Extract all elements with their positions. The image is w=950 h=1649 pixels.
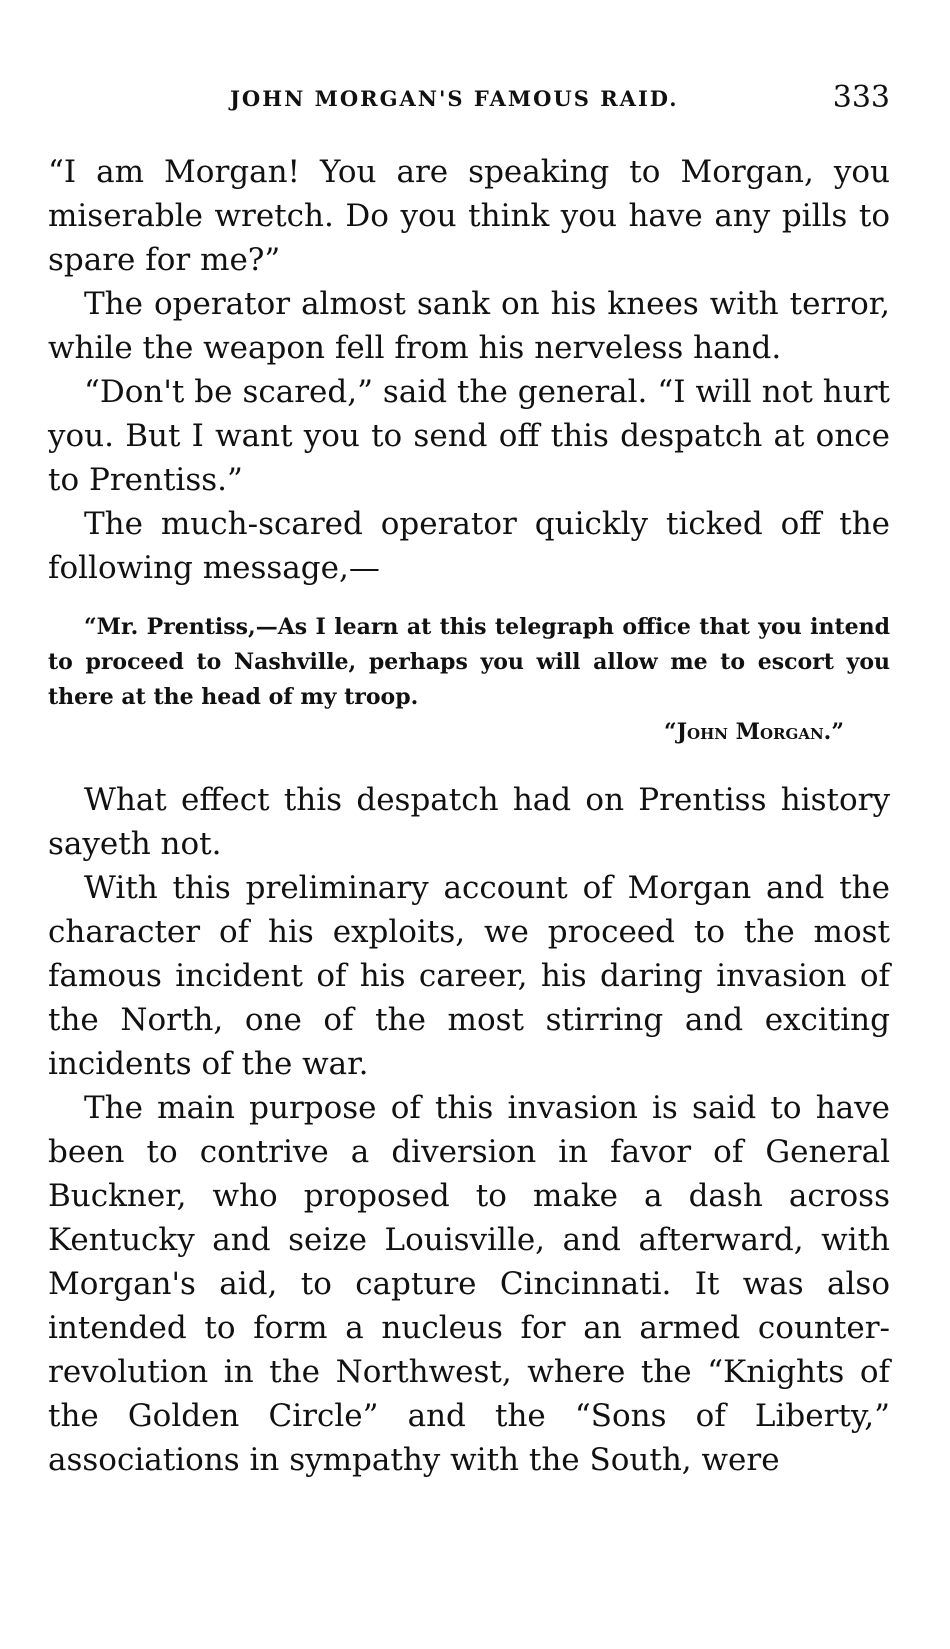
telegraph-message-text: “Mr. Prentiss,—As I learn at this telegraph office that you intend to proceed to Nashville, perhaps you will allow me to escort you there at the head of my troop. bbox=[48, 614, 890, 710]
telegraph-message bbox=[48, 610, 890, 750]
body-text bbox=[48, 150, 890, 1482]
paragraph-2: The operator almost sank on his knees with terror, while the weapon fell from his nerveless hand. bbox=[48, 286, 890, 366]
telegraph-signature: “John Morgan.” bbox=[663, 719, 844, 745]
paragraph-5: What effect this despatch had on Prentiss history sayeth not. bbox=[48, 782, 890, 862]
running-title: JOHN MORGAN'S FAMOUS RAID. bbox=[230, 86, 679, 111]
running-head bbox=[48, 80, 890, 120]
paragraph-6: With this preliminary account of Morgan and the character of his exploits, we proceed to the most famous incident of his career, his daring invasion of the North, one of the most stirring and exciting incidents of the war. bbox=[48, 870, 890, 1082]
page-number: 333 bbox=[832, 80, 890, 115]
paragraph-7: The main purpose of this invasion is said to have been to contrive a diversion in favor of General Buckner, who proposed to make a dash across Kentucky and seize Louisville, and afterward, with Morgan's aid, to capture Cincinnati. It was also intended to form a nucleus for an armed counter-revolution in the Northwest, where the “Knights of the Golden Circle” and the “Sons of Liberty,” associations in sympathy with the South, were bbox=[48, 1090, 890, 1478]
paragraph-3: “Don't be scared,” said the general. “I will not hurt you. But I want you to send off this despatch at once to Prentiss.” bbox=[48, 374, 890, 498]
paragraph-1: “I am Morgan! You are speaking to Morgan, you miserable wretch. Do you think you have any pills to spare for me?” bbox=[48, 154, 890, 278]
paragraph-4: The much-scared operator quickly ticked off the following message,— bbox=[48, 506, 890, 586]
